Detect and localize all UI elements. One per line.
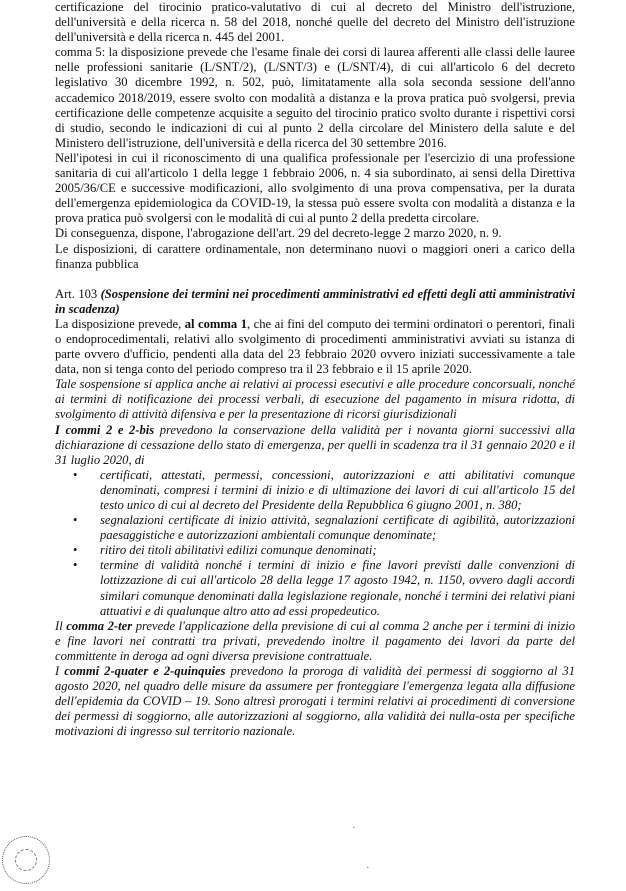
- paragraph-oneri: Le disposizioni, di carattere ordinamentale, non determinano nuovi o maggiori oneri a carico della finanza pubblica: [55, 241, 575, 271]
- paragraph-qualifica-professionale: Nell'ipotesi in cui il riconoscimento di una qualifica professionale per l'esercizio di una professione sanitaria di cui all'articolo 1 della legge 1 febbraio 2006, n. 4 sia subordinato, ai sensi della Direttiva 2005/36/CE e successive modificazioni, allo svolgimento di una prova compensativa, per la durata dell'emergenza epidemiologica da COVID-19, la stessa può essere svolta con modalità a distanza e la prova pratica può svolgersi con le modalità di cui al punto 2 della predetta circolare.: [55, 150, 575, 226]
- paragraph-abrogazione: Di conseguenza, dispone, l'abrogazione dell'art. 29 del decreto-legge 2 marzo 2020, n. 9.: [55, 226, 502, 241]
- list-item: • segnalazioni certificate di inizio attività, segnalazioni certificate di agibilità, autorizzazioni paesaggistiche e autorizzazioni ambientali comunque denominate;: [100, 513, 575, 543]
- list-item: • certificati, attestati, permessi, concessioni, autorizzazioni e atti abilitativi comunque denominati, compresi i termini di inizio e di ultimazione dei lavori di cui all'articolo 15 del testo unico di cui al decreto del Presidente della Repubblica 6 giugno 2001, n. 380;: [100, 468, 575, 513]
- commi-2-2bis-label: I commi 2 e 2-bis: [55, 422, 155, 437]
- commi-2quater-intro: I: [55, 664, 65, 679]
- commi-2-2bis-text: prevedono la conservazione della validità per i novanta giorni successivi alla dichiarazione di cessazione dello stato di emergenza, per quelli in scadenza tra il 31 gennaio 2020 e il 31 luglio 2020, di: [55, 422, 575, 467]
- official-stamp-icon: [2, 836, 50, 884]
- paragraph-sospensione: Tale sospensione si applica anche ai relativi ai processi esecutivi e alle procedure concorsuali, nonché ai termini di notificazione dei processi verbali, di esecuzione del pagamento in misura ridotta, di svolgimento di attività difensiva e per la presentazione di ricorsi giurisdizionali: [55, 377, 575, 422]
- list-item: • termine di validità nonché i termini di inizio e fine lavori previsti dalle convenzioni di lottizzazione di cui all'articolo 28 della legge 17 agosto 1942, n. 1150, ovvero dagli accordi similari comunque denominati dalla legislazione regionale, nonché i termini dei relativi piani attuativi e di qualunque altro atto ad essi propedeutico.: [100, 558, 575, 618]
- article-number: Art. 103: [55, 286, 98, 301]
- comma-1-label: al comma 1: [184, 316, 247, 331]
- paragraph-certificazione: certificazione del tirocinio pratico-valutativo di cui al decreto del Ministro dell'istruzione, dell'università e della ricerca n. 58 del 2018, nonché quelle del decreto del Ministro dell'istruzione dell'università e della ricerca n. 445 del 2001.: [55, 0, 575, 45]
- scan-speck: ·: [352, 822, 356, 834]
- comma-2ter-label: comma 2-ter: [66, 618, 133, 633]
- paragraph-comma-2ter: [55, 619, 575, 664]
- comma-1-intro: La disposizione prevede,: [55, 316, 182, 331]
- article-heading: [55, 287, 575, 317]
- paragraph-commi-2-2bis: [55, 423, 575, 468]
- document-page: [55, 0, 575, 740]
- paragraph-comma-1: [55, 317, 575, 377]
- comma-2ter-intro: Il: [55, 618, 67, 633]
- scan-speck: ·: [366, 862, 370, 874]
- commi-2quater-text: prevedono la proroga di validità dei permessi di soggiorno al 31 agosto 2020, nel quadro delle misure da assumere per fronteggiare l'emergenza legata alla diffusione dell'epidemia da COVID – 19. Sono altresì prorogati i termini relativi ai procedimenti di conversione dei permessi di soggiorno, alle autorizzazioni al soggiorno, alla validità dei nulla-osta per specifiche motivazioni di ingresso sul territorio nazionale.: [55, 664, 576, 739]
- paragraph-commi-2quater-2quinquies: [55, 664, 575, 739]
- article-title: (Sospensione dei termini nei procedimenti amministrativi ed effetti degli atti amministrativi in scadenza): [55, 286, 575, 316]
- list-item: • ritiro dei titoli abilitativi edilizi comunque denominati;: [100, 543, 575, 558]
- paragraph-comma-5: comma 5: la disposizione prevede che l'esame finale dei corsi di laurea afferenti alle classi delle lauree nelle professioni sanitarie (L/SNT/2), (L/SNT/3) e (L/SNT/4), di cui all'articolo 6 del decreto legislativo 30 dicembre 1992, n. 502, può, limitatamente alla sola seconda sessione dell'anno accademico 2018/2019, essere svolto con modalità a distanza e la prova pratica può svolgersi, previa certificazione delle competenze acquisite a seguito del tirocinio pratico svolto durante i rispettivi corsi di studio, secondo le indicazioni di cui al punto 2 della circolare del Ministero della salute e del Ministero dell'istruzione, dell'università e della ricerca del 30 settembre 2016.: [55, 45, 575, 150]
- comma-2ter-text: prevede l'applicazione della previsione di cui al comma 2 anche per i termini di inizio e fine lavori nei contratti tra privati, prevedendo inoltre il pagamento dei lavori da parte del committente in deroga ad ogni diversa previsione contrattuale.: [55, 618, 576, 663]
- validity-bullet-list: [55, 468, 575, 619]
- comma-1-text: , che ai fini del computo dei termini ordinatori o perentori, finali o endoprocedimentali, relativi allo svolgimento di procedimenti amministrativi avviati su istanza di parte ovvero d'ufficio, pendenti alla data del 23 febbraio 2020 ovvero iniziati successivamente a tale data, non si tenga conto del periodo compreso tra il 23 febbraio e il 15 aprile 2020.: [55, 316, 575, 377]
- commi-2quater-label: commi 2-quater e 2-quinquies: [64, 664, 226, 679]
